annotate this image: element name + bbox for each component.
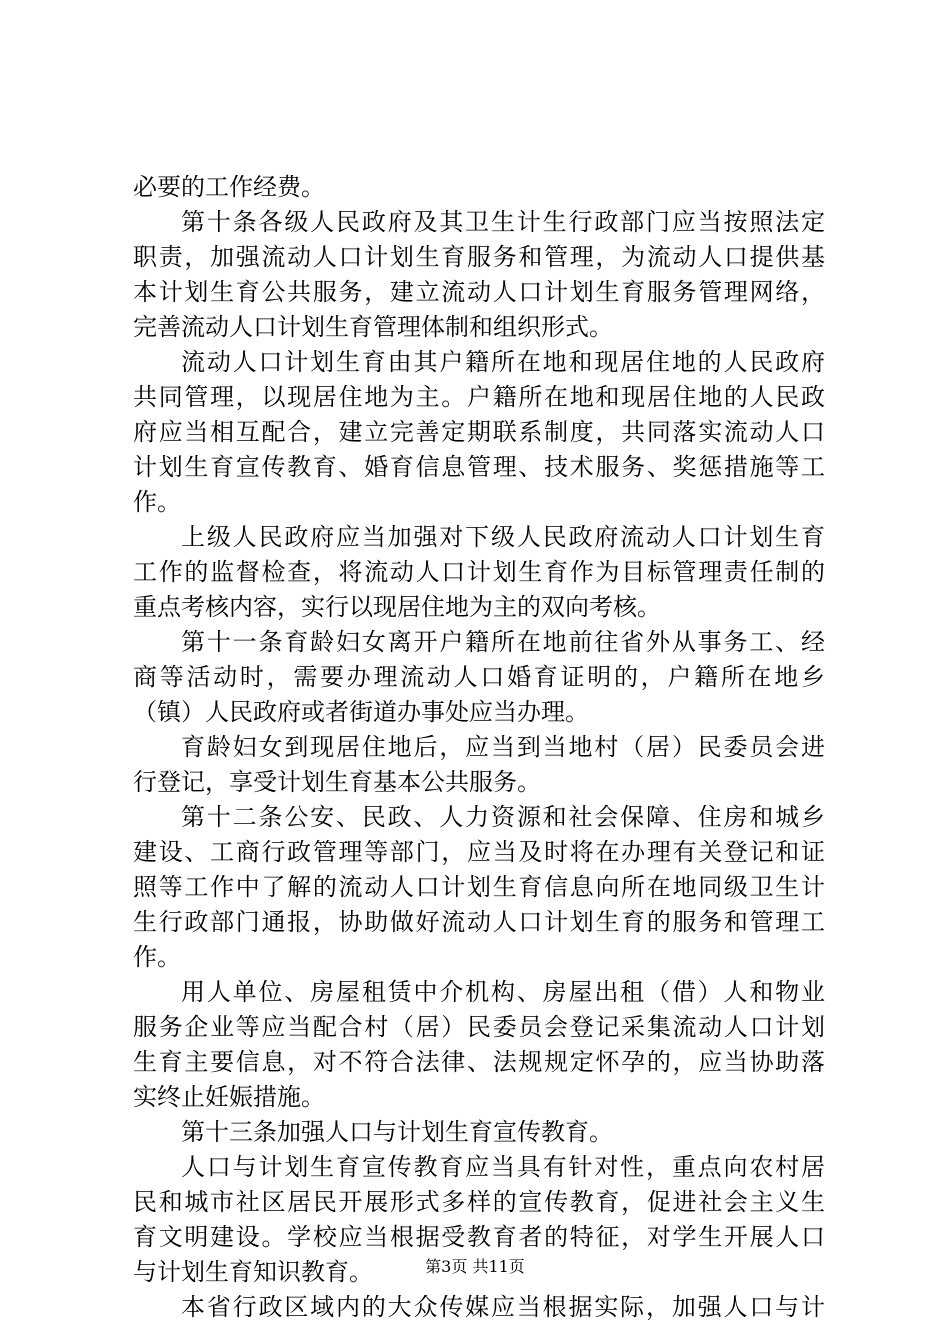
text-line: 行登记，享受计划生育基本公共服务。	[133, 768, 541, 796]
text-line: 府应当相互配合，建立完善定期联系制度，共同落实流动人口	[133, 418, 825, 446]
text-line: 职责，加强流动人口计划生育服务和管理，为流动人口提供基	[133, 243, 825, 271]
text-line: 流动人口计划生育由其户籍所在地和现居住地的人民政府	[181, 348, 825, 376]
text-line: 生行政部门通报，协助做好流动人口计划生育的服务和管理工	[133, 908, 825, 936]
text-line: 本省行政区域内的大众传媒应当根据实际，加强人口与计	[181, 1293, 825, 1321]
text-line: 第十一条育龄妇女离开户籍所在地前往省外从事务工、经	[181, 628, 825, 656]
text-line: （镇）人民政府或者街道办事处应当办理。	[133, 698, 589, 726]
text-line: 工作的监督检查，将流动人口计划生育作为目标管理责任制的	[133, 558, 825, 586]
text-line: 育文明建设。学校应当根据受教育者的特征，对学生开展人口	[133, 1223, 825, 1251]
text-line: 实终止妊娠措施。	[133, 1083, 325, 1111]
text-line: 生育主要信息，对不符合法律、法规规定怀孕的，应当协助落	[133, 1048, 825, 1076]
text-line: 商等活动时，需要办理流动人口婚育证明的，户籍所在地乡	[133, 663, 825, 691]
page-footer: 第3页 共11页	[425, 1257, 525, 1276]
text-line: 上级人民政府应当加强对下级人民政府流动人口计划生育	[181, 523, 825, 551]
text-line: 服务企业等应当配合村（居）民委员会登记采集流动人口计划	[133, 1013, 825, 1041]
text-line: 照等工作中了解的流动人口计划生育信息向所在地同级卫生计	[133, 873, 825, 901]
text-line: 人口与计划生育宣传教育应当具有针对性，重点向农村居	[181, 1153, 825, 1181]
text-line: 用人单位、房屋租赁中介机构、房屋出租（借）人和物业	[181, 978, 825, 1006]
text-line: 作。	[133, 488, 181, 516]
text-line: 第十二条公安、民政、人力资源和社会保障、住房和城乡	[181, 803, 825, 831]
text-line: 完善流动人口计划生育管理体制和组织形式。	[133, 313, 613, 341]
text-line: 第十三条加强人口与计划生育宣传教育。	[181, 1118, 613, 1146]
text-line: 计划生育宣传教育、婚育信息管理、技术服务、奖惩措施等工	[133, 453, 825, 481]
text-line: 第十条各级人民政府及其卫生计生行政部门应当按照法定	[181, 208, 825, 236]
text-line: 民和城市社区居民开展形式多样的宣传教育，促进社会主义生	[133, 1188, 825, 1216]
body-text	[133, 170, 825, 1325]
text-line: 育龄妇女到现居住地后，应当到当地村（居）民委员会进	[181, 733, 825, 761]
text-line: 共同管理，以现居住地为主。户籍所在地和现居住地的人民政	[133, 383, 825, 411]
text-line: 必要的工作经费。	[133, 173, 325, 201]
text-line: 与计划生育知识教育。	[133, 1258, 373, 1286]
text-line: 本计划生育公共服务，建立流动人口计划生育服务管理网络，	[133, 278, 825, 306]
text-line: 建设、工商行政管理等部门，应当及时将在办理有关登记和证	[133, 838, 825, 866]
text-line: 重点考核内容，实行以现居住地为主的双向考核。	[133, 593, 661, 621]
text-line: 作。	[133, 943, 181, 971]
